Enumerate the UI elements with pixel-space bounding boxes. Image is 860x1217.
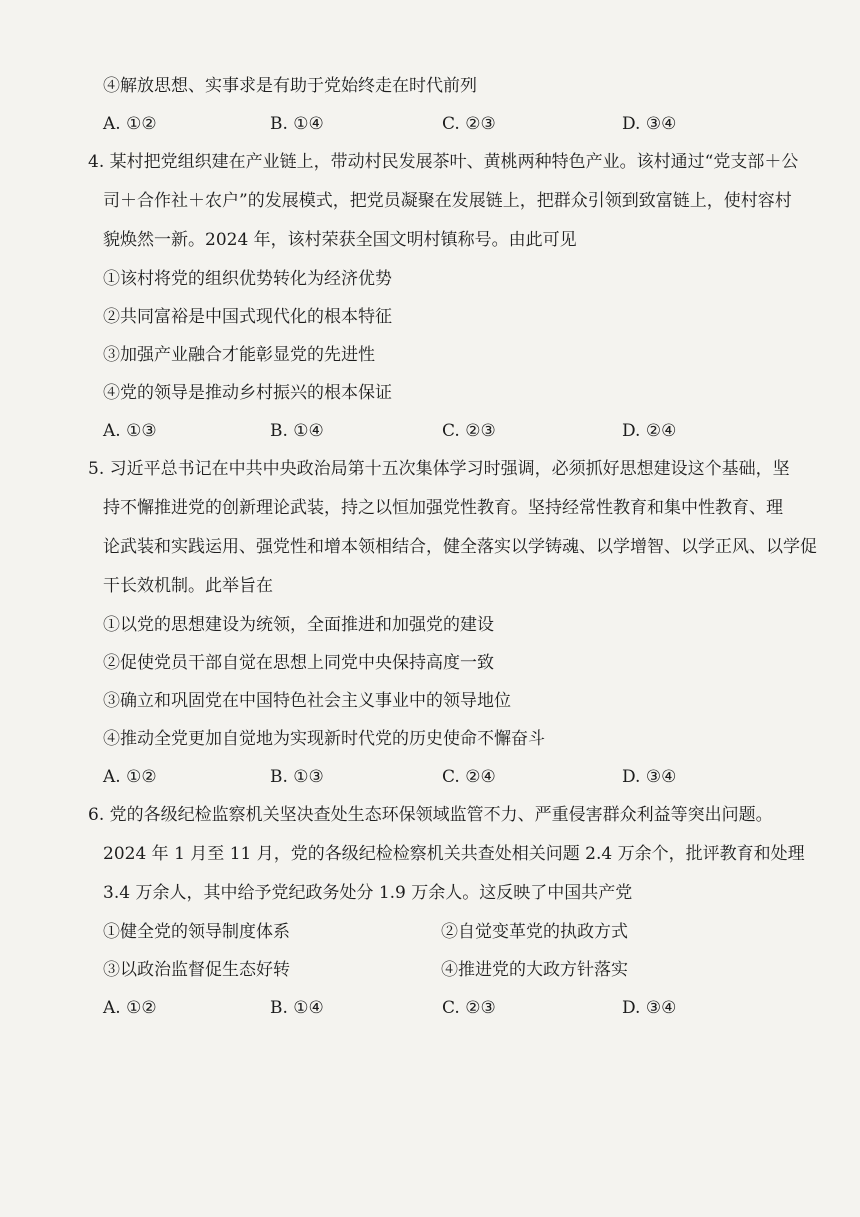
q6-stem-line-1: 6. 党的各级纪检监察机关坚决查处生态环保领域监管不力、严重侵害群众利益等突出问题。 — [88, 805, 773, 825]
q5-statement-4: ④推动全党更加自觉地为实现新时代党的历史使命不懈奋斗 — [103, 729, 545, 749]
q5-statement-1: ①以党的思想建设为统领，全面推进和加强党的建设 — [103, 615, 494, 635]
q4-statement-1: ①该村将党的组织优势转化为经济优势 — [103, 269, 392, 289]
q4-option-d: D. ②④ — [622, 421, 677, 441]
q4-option-b: B. ①④ — [270, 421, 324, 441]
q6-stem-line-3: 3.4 万余人，其中给予党纪政务处分 1.9 万余人。这反映了中国共产党 — [103, 883, 633, 903]
q4-stem-line-2: 司＋合作社＋农户”的发展模式，把党员凝聚在发展链上，把群众引领到致富链上，使村容村 — [103, 191, 792, 211]
q4-statement-4: ④党的领导是推动乡村振兴的根本保证 — [103, 383, 392, 403]
q6-statement-4: ④推进党的大政方针落实 — [441, 960, 628, 980]
q6-statement-1: ①健全党的领导制度体系 — [103, 922, 290, 942]
q4-stem-line-1: 4. 某村把党组织建在产业链上，带动村民发展茶叶、黄桃两种特色产业。该村通过“党支部＋公 — [88, 152, 799, 172]
q6-statement-2: ②自觉变革党的执政方式 — [441, 922, 628, 942]
q4-statement-2: ②共同富裕是中国式现代化的根本特征 — [103, 307, 392, 327]
q5-stem-line-2: 持不懈推进党的创新理论武装，持之以恒加强党性教育。坚持经常性教育和集中性教育、理 — [103, 498, 783, 518]
q5-statement-3: ③确立和巩固党在中国特色社会主义事业中的领导地位 — [103, 691, 511, 711]
q6-option-a: A. ①② — [103, 998, 157, 1018]
q5-option-a: A. ①② — [103, 767, 157, 787]
q3-option-c: C. ②③ — [442, 114, 496, 134]
q6-stem-line-2: 2024 年 1 月至 11 月，党的各级纪检检察机关共查处相关问题 2.4 万余个，批评教育和处理 — [103, 844, 805, 864]
q4-statement-3: ③加强产业融合才能彰显党的先进性 — [103, 345, 375, 365]
q5-statement-2: ②促使党员干部自觉在思想上同党中央保持高度一致 — [103, 653, 494, 673]
q4-stem-line-3: 貌焕然一新。2024 年，该村荣获全国文明村镇称号。由此可见 — [103, 230, 577, 250]
q4-option-c: C. ②③ — [442, 421, 496, 441]
q6-option-c: C. ②③ — [442, 998, 496, 1018]
q3-option-d: D. ③④ — [622, 114, 677, 134]
q6-option-d: D. ③④ — [622, 998, 677, 1018]
q5-option-c: C. ②④ — [442, 767, 496, 787]
q5-stem-line-1: 5. 习近平总书记在中共中央政治局第十五次集体学习时强调，必须抓好思想建设这个基础，坚 — [88, 459, 790, 479]
q5-stem-line-3: 论武装和实践运用、强党性和增本领相结合，健全落实以学铸魂、以学增智、以学正风、以学促 — [103, 537, 817, 557]
q5-stem-line-4: 干长效机制。此举旨在 — [103, 576, 273, 596]
q3-statement-4: ④解放思想、实事求是有助于党始终走在时代前列 — [103, 76, 477, 96]
q3-option-a: A. ①② — [103, 114, 157, 134]
q4-option-a: A. ①③ — [103, 421, 157, 441]
q6-statement-3: ③以政治监督促生态好转 — [103, 960, 290, 980]
q5-option-d: D. ③④ — [622, 767, 677, 787]
q6-option-b: B. ①④ — [270, 998, 324, 1018]
q5-option-b: B. ①③ — [270, 767, 324, 787]
q3-option-b: B. ①④ — [270, 114, 324, 134]
